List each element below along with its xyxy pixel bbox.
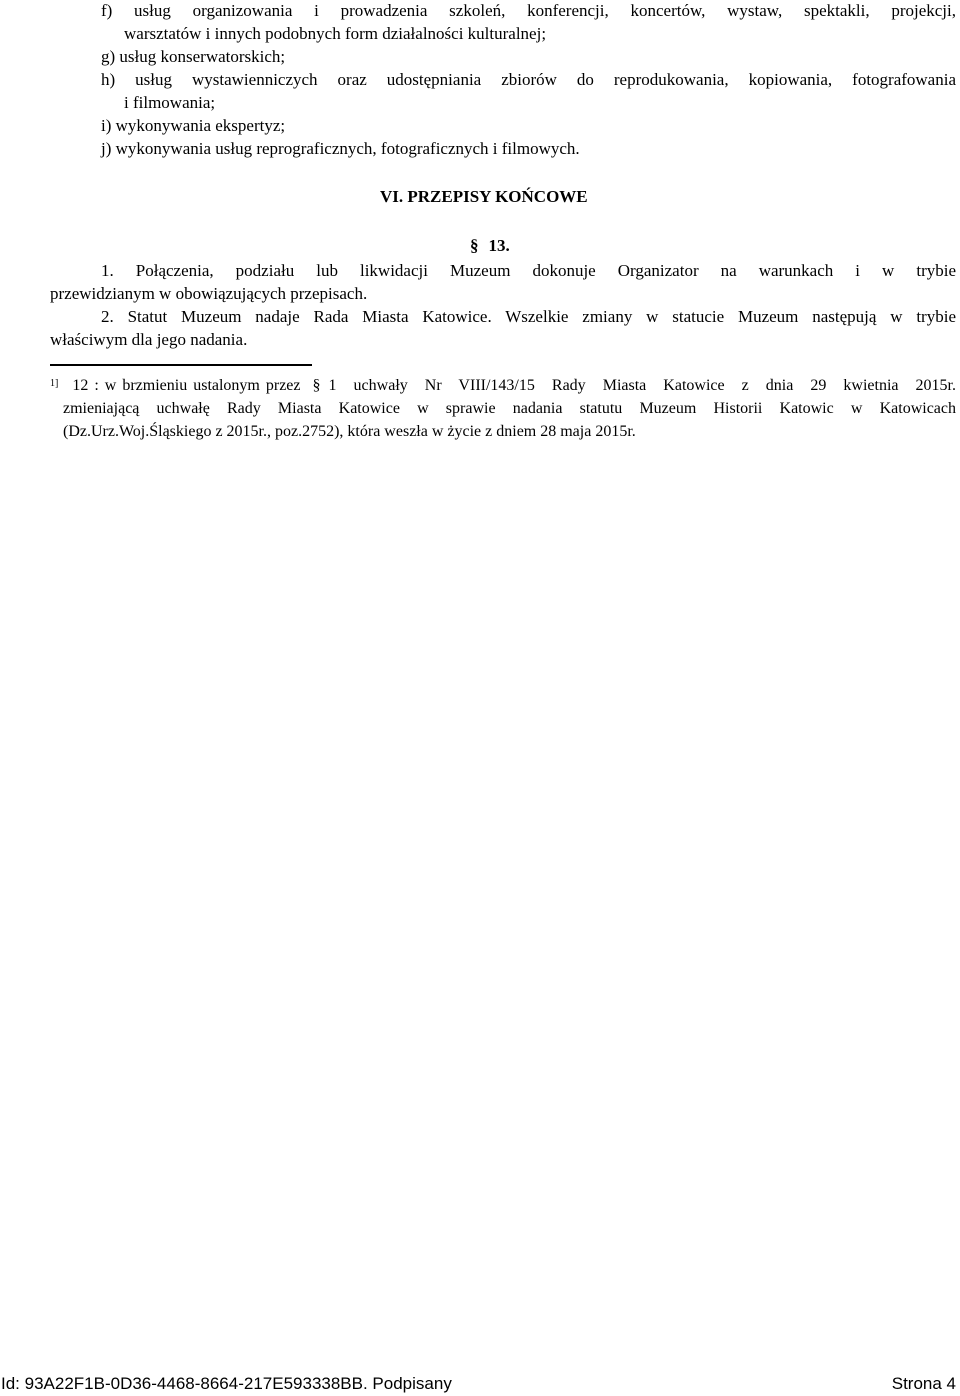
- point-2-line2: właściwym dla jego nadania.: [50, 330, 248, 349]
- footnote-line2: zmieniającą uchwałę Rady Miasta Katowice w sprawie nadania statutu Muzeum Historii Katowic w Katowicach: [63, 400, 956, 417]
- paragraph-heading: [470, 234, 510, 257]
- list-item-f-line2: warsztatów i innych podobnych form działalności kulturalnej;: [124, 24, 547, 43]
- point-2-line1: 2. Statut Muzeum nadaje Rada Miasta Katowice. Wszelkie zmiany w statucie Muzeum następują w trybie: [101, 307, 956, 326]
- paragraph-sign: §: [470, 236, 479, 255]
- footer-page-number: Strona 4: [891, 1374, 956, 1393]
- list-item-i: i) wykonywania ekspertyz;: [101, 116, 286, 135]
- footnote-line1-prefix: 12 : w brzmieniu ustalonym przez: [72, 377, 301, 394]
- point-1-line2: przewidzianym w obowiązujących przepisach.: [50, 284, 368, 303]
- section-title: VI. PRZEPISY KOŃCOWE: [380, 187, 588, 206]
- footer-document-id: Id: 93A22F1B-0D36-4468-8664-217E593338BB. Podpisany: [1, 1374, 452, 1393]
- page-footer: [0, 1372, 960, 1396]
- footnote-line1-rest: 1 uchwały Nr VIII/143/15 Rady Miasta Katowice z dnia 29 kwietnia 2015r.: [328, 377, 956, 394]
- list-item-g: g) usług konserwatorskich;: [101, 47, 286, 66]
- list-item-f-line1: f) usług organizowania i prowadzenia szkoleń, konferencji, koncertów, wystaw, spektakli, projekcji,: [101, 1, 956, 20]
- footnote-separator: [50, 364, 312, 366]
- footnote-line3: (Dz.Urz.Woj.Śląskiego z 2015r., poz.2752), która weszła w życie z dniem 28 maja 2015r.: [63, 423, 636, 440]
- list-item-h-line2: i filmowania;: [124, 93, 216, 112]
- list-item-j: j) wykonywania usług reprograficznych, fotograficznych i filmowych.: [101, 139, 580, 158]
- list-item-h-line1: h) usług wystawienniczych oraz udostępniania zbiorów do reprodukowania, kopiowania, fotografowania: [101, 70, 956, 89]
- point-1-line1: 1. Połączenia, podziału lub likwidacji Muzeum dokonuje Organizator na warunkach i w trybie: [101, 261, 956, 280]
- footnote-marker: 1]: [50, 378, 59, 389]
- footnote-section-sign: §: [312, 377, 321, 394]
- footnote-line1: [50, 374, 956, 399]
- paragraph-number: 13.: [488, 236, 510, 255]
